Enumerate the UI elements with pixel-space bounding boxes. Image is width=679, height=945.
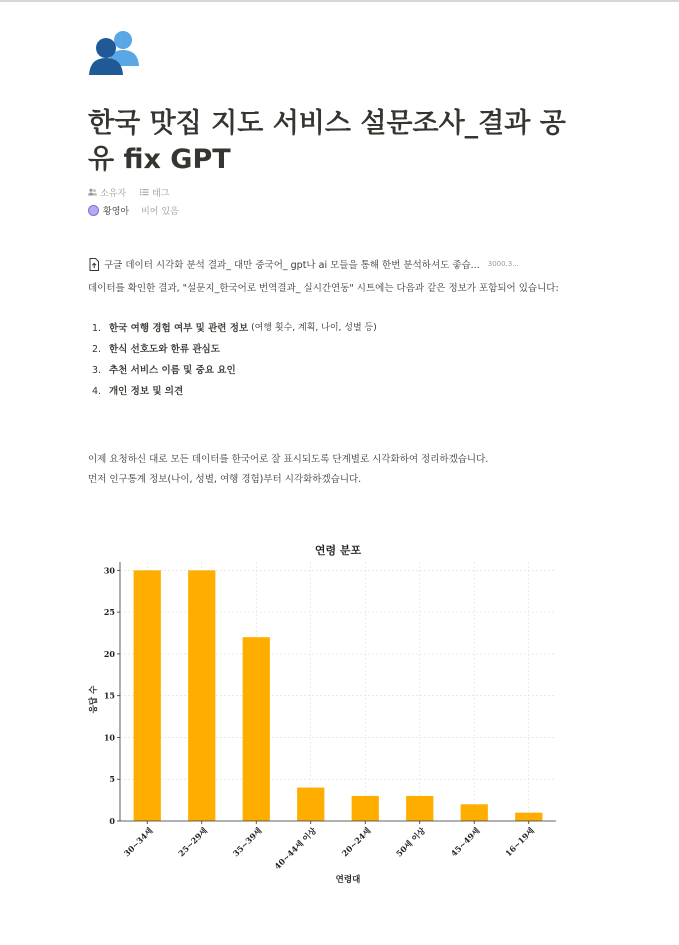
owner-property-label: 소유자 xyxy=(100,188,127,199)
x-tick-label: 30~34세 xyxy=(121,825,155,859)
bar xyxy=(515,813,542,821)
bar xyxy=(461,804,488,821)
intro-paragraph: 데이터를 확인한 결과, "설문지_한국어로 번역결과_ 실시간연동" 시트에는 다음과 같은 정보가 포함되어 있습니다: xyxy=(88,283,559,294)
chart-svg xyxy=(88,536,568,892)
list-number: 1. xyxy=(92,323,102,334)
list-item-bold: 추천 서비스 이름 및 중요 요인 xyxy=(109,365,236,376)
tag-value[interactable]: 비어 있음 xyxy=(141,206,179,217)
x-tick-label: 35~39세 xyxy=(230,825,264,859)
attachment-link[interactable] xyxy=(88,257,568,271)
bar xyxy=(134,570,161,821)
owner-value[interactable] xyxy=(88,204,129,217)
users-icon[interactable] xyxy=(88,28,142,78)
x-tick-label: 16~19세 xyxy=(503,825,537,859)
list-number: 3. xyxy=(92,365,102,376)
x-tick-label: 45~49세 xyxy=(448,825,482,859)
first-step-paragraph: 먼저 인구통계 정보(나이, 성별, 여행 경험)부터 시각화하겠습니다. xyxy=(88,474,362,485)
avatar xyxy=(88,205,99,216)
bar xyxy=(297,788,324,821)
file-upload-icon xyxy=(88,258,100,271)
list-icon xyxy=(140,188,149,196)
window-top-border xyxy=(0,0,679,2)
list-item xyxy=(92,381,377,402)
y-tick-label: 20 xyxy=(103,648,115,659)
x-axis-label: 연령대 xyxy=(335,875,361,885)
age-distribution-chart xyxy=(88,536,568,892)
list-item-bold: 한식 선호도와 한류 관심도 xyxy=(109,344,220,355)
x-tick-label: 40~44세 이상 xyxy=(272,825,319,872)
owner-name: 황영아 xyxy=(103,206,130,217)
list-item-bold: 한국 여행 경험 여부 및 관련 정보 xyxy=(109,323,249,334)
attachment-size: 3000.3... xyxy=(487,260,519,268)
list-item xyxy=(92,318,377,339)
list-item-detail: (여행 횟수, 계획, 나이, 성별 등) xyxy=(251,323,377,333)
y-tick-label: 10 xyxy=(103,732,115,743)
list-number: 4. xyxy=(92,386,102,397)
x-tick-label: 25~29세 xyxy=(176,825,210,859)
x-tick-label: 20~24세 xyxy=(339,825,373,859)
bar xyxy=(188,570,215,821)
y-tick-label: 0 xyxy=(109,816,115,826)
people-icon xyxy=(88,188,97,196)
list-item xyxy=(92,339,377,360)
page-properties xyxy=(88,183,183,219)
chart-title: 연령 분포 xyxy=(314,544,362,557)
y-axis-label: 응답 수 xyxy=(89,685,99,714)
list-item xyxy=(92,360,377,381)
list-number: 2. xyxy=(92,344,102,355)
attachment-title: 구글 데이터 시각화 분석 결과_ 대만 중국어_ gpt나 ai 모들을 통해 한번 분석하셔도 좋습... xyxy=(104,260,480,271)
list-item-bold: 개인 정보 및 의견 xyxy=(109,386,184,397)
y-tick-label: 30 xyxy=(103,565,115,576)
page-title: 한국 맛집 지도 서비스 설문조사_결과 공유 fix GPT xyxy=(88,108,566,175)
tag-property[interactable] xyxy=(140,186,169,199)
x-tick-label: 50세 이상 xyxy=(393,825,428,859)
bar xyxy=(243,637,270,821)
y-tick-label: 5 xyxy=(109,774,115,785)
owner-property[interactable] xyxy=(88,186,126,199)
bar xyxy=(406,796,433,821)
y-tick-label: 15 xyxy=(103,690,115,701)
y-tick-label: 25 xyxy=(103,607,115,618)
info-list xyxy=(92,318,377,402)
bar xyxy=(352,796,379,821)
plan-paragraph: 이제 요청하신 대로 모든 데이터를 한국어로 잘 표시되도록 단계별로 시각화하여 정리하겠습니다. xyxy=(88,454,489,465)
tag-property-label: 태그 xyxy=(152,188,170,199)
